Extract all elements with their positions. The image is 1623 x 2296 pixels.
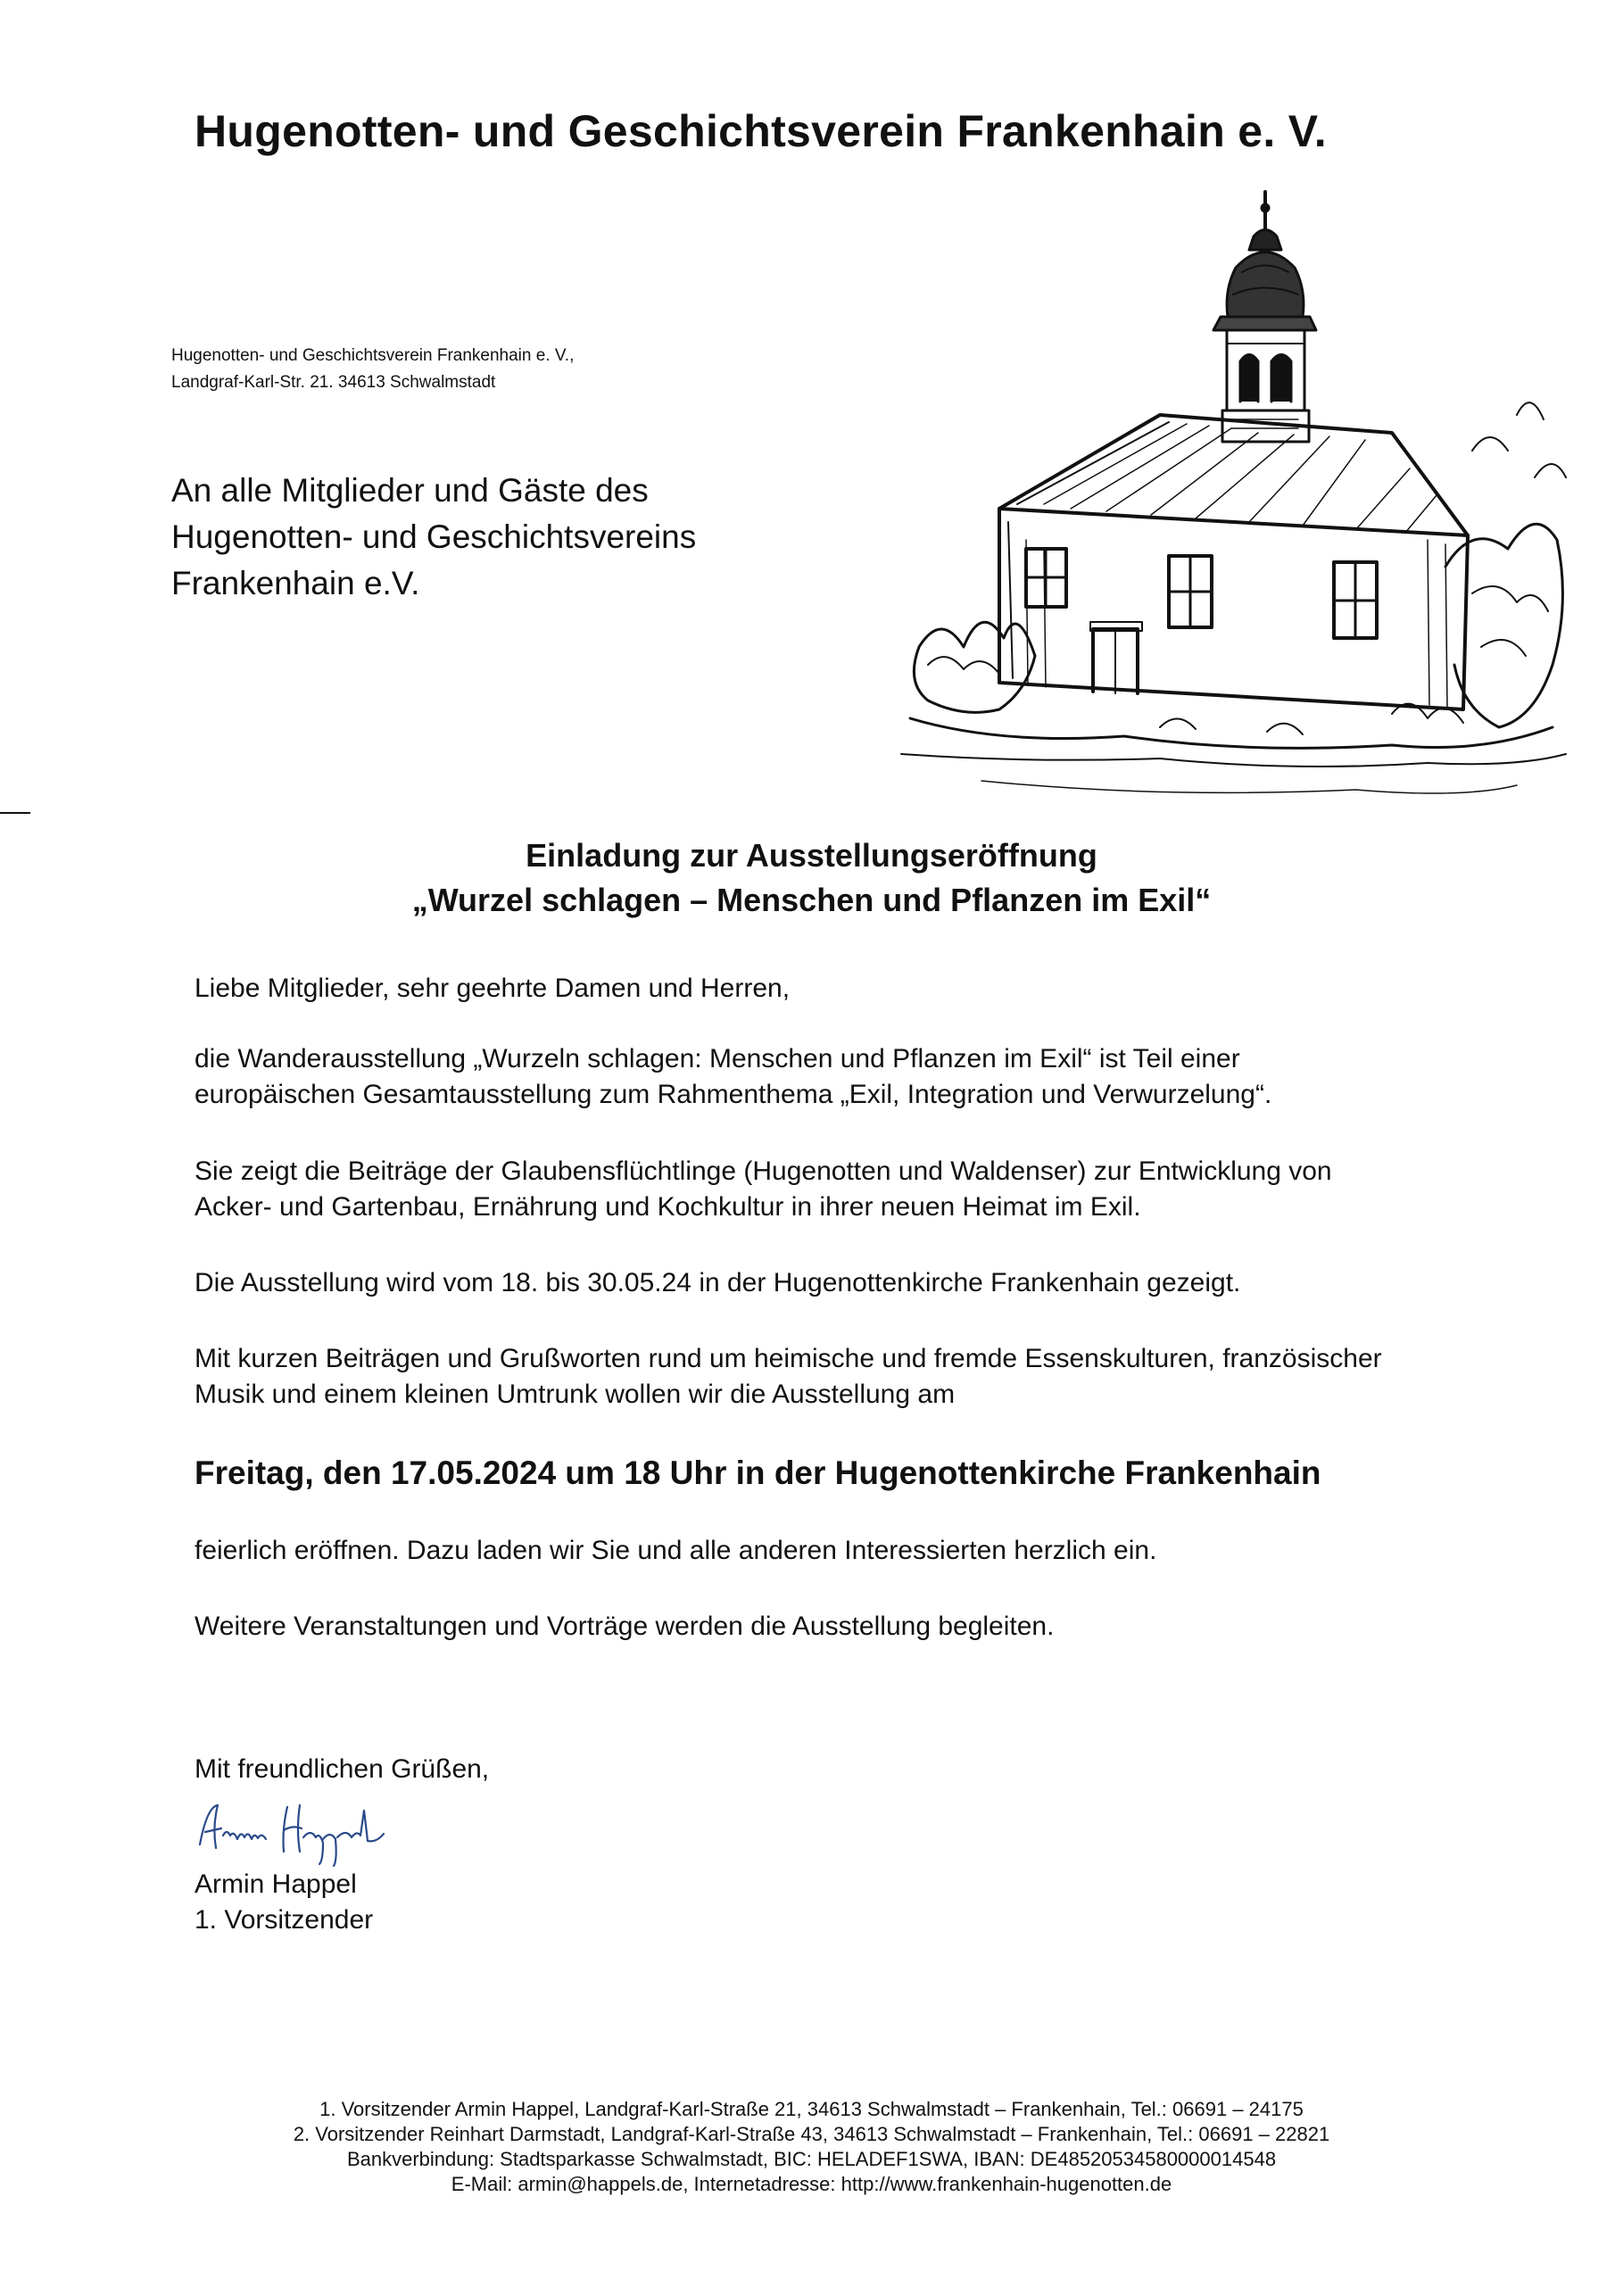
sender-address-line-2: Landgraf-Karl-Str. 21. 34613 Schwalmstadt xyxy=(171,373,496,392)
paragraph-1-line-1: die Wanderausstellung „Wurzeln schlagen: Menschen und Pflanzen im Exil“ ist Teil einer xyxy=(195,1044,1240,1073)
recipient-line-1: An alle Mitglieder und Gäste des xyxy=(171,472,649,509)
church-drawing-icon xyxy=(892,183,1570,843)
signatory-role: 1. Vorsitzender xyxy=(195,1905,374,1935)
paragraph-2-line-1: Sie zeigt die Beiträge der Glaubensflüchtlinge (Hugenotten und Waldenser) zur Entwicklung von xyxy=(195,1156,1332,1186)
footer-line-4: E-Mail: armin@happels.de, Internetadresse: http://www.frankenhain-hugenotten.de xyxy=(451,2173,1172,2195)
recipient-line-3: Frankenhain e.V. xyxy=(171,565,420,601)
paragraph-5: feierlich eröffnen. Dazu laden wir Sie und alle anderen Interessierten herzlich ein. xyxy=(195,1536,1157,1565)
salutation: Liebe Mitglieder, sehr geehrte Damen und Herren, xyxy=(195,974,791,1003)
paragraph-4-line-1: Mit kurzen Beiträgen und Grußworten rund um heimische und fremde Essenskulturen, französischer xyxy=(195,1344,1382,1373)
paragraph-4-line-2: Musik und einem kleinen Umtrunk wollen wir die Ausstellung am xyxy=(195,1380,956,1409)
paragraph-2-line-2: Acker- und Gartenbau, Ernährung und Kochkultur in ihrer neuen Heimat im Exil. xyxy=(195,1192,1141,1222)
invitation-heading: Einladung zur Ausstellungseröffnung xyxy=(526,837,1097,874)
footer-line-3: Bankverbindung: Stadtsparkasse Schwalmstadt, BIC: HELADEF1SWA, IBAN: DE48520534580000014548 xyxy=(346,2148,1277,2170)
closing-greeting: Mit freundlichen Grüßen, xyxy=(195,1754,490,1784)
signatory-name: Armin Happel xyxy=(195,1869,357,1899)
paragraph-3: Die Ausstellung wird vom 18. bis 30.05.24 in der Hugenottenkirche Frankenhain gezeigt. xyxy=(195,1268,1241,1297)
footer-line-2: 2. Vorsitzender Reinhart Darmstadt, Landgraf-Karl-Straße 43, 34613 Schwalmstadt – Frankenhain, Tel.: 06691 – 22821 xyxy=(293,2123,1330,2145)
fold-mark xyxy=(0,812,30,814)
event-date-line: Freitag, den 17.05.2024 um 18 Uhr in der Hugenottenkirche Frankenhain xyxy=(195,1455,1321,1491)
exhibition-title: „Wurzel schlagen – Menschen und Pflanzen im Exil“ xyxy=(411,882,1212,918)
organization-title: Hugenotten- und Geschichtsverein Frankenhain e. V. xyxy=(195,106,1327,156)
sender-address-line-1: Hugenotten- und Geschichtsverein Frankenhain e. V., xyxy=(171,346,575,365)
paragraph-6: Weitere Veranstaltungen und Vorträge werden die Ausstellung begleiten. xyxy=(195,1612,1055,1641)
paragraph-1-line-2: europäischen Gesamtausstellung zum Rahmenthema „Exil, Integration und Verwurzelung“. xyxy=(195,1080,1272,1109)
handwritten-signature xyxy=(189,1789,412,1869)
recipient-line-2: Hugenotten- und Geschichtsvereins xyxy=(171,518,697,555)
footer-line-1: 1. Vorsitzender Armin Happel, Landgraf-Karl-Straße 21, 34613 Schwalmstadt – Frankenhain, Tel.: 06691 – 24175 xyxy=(319,2098,1304,2120)
